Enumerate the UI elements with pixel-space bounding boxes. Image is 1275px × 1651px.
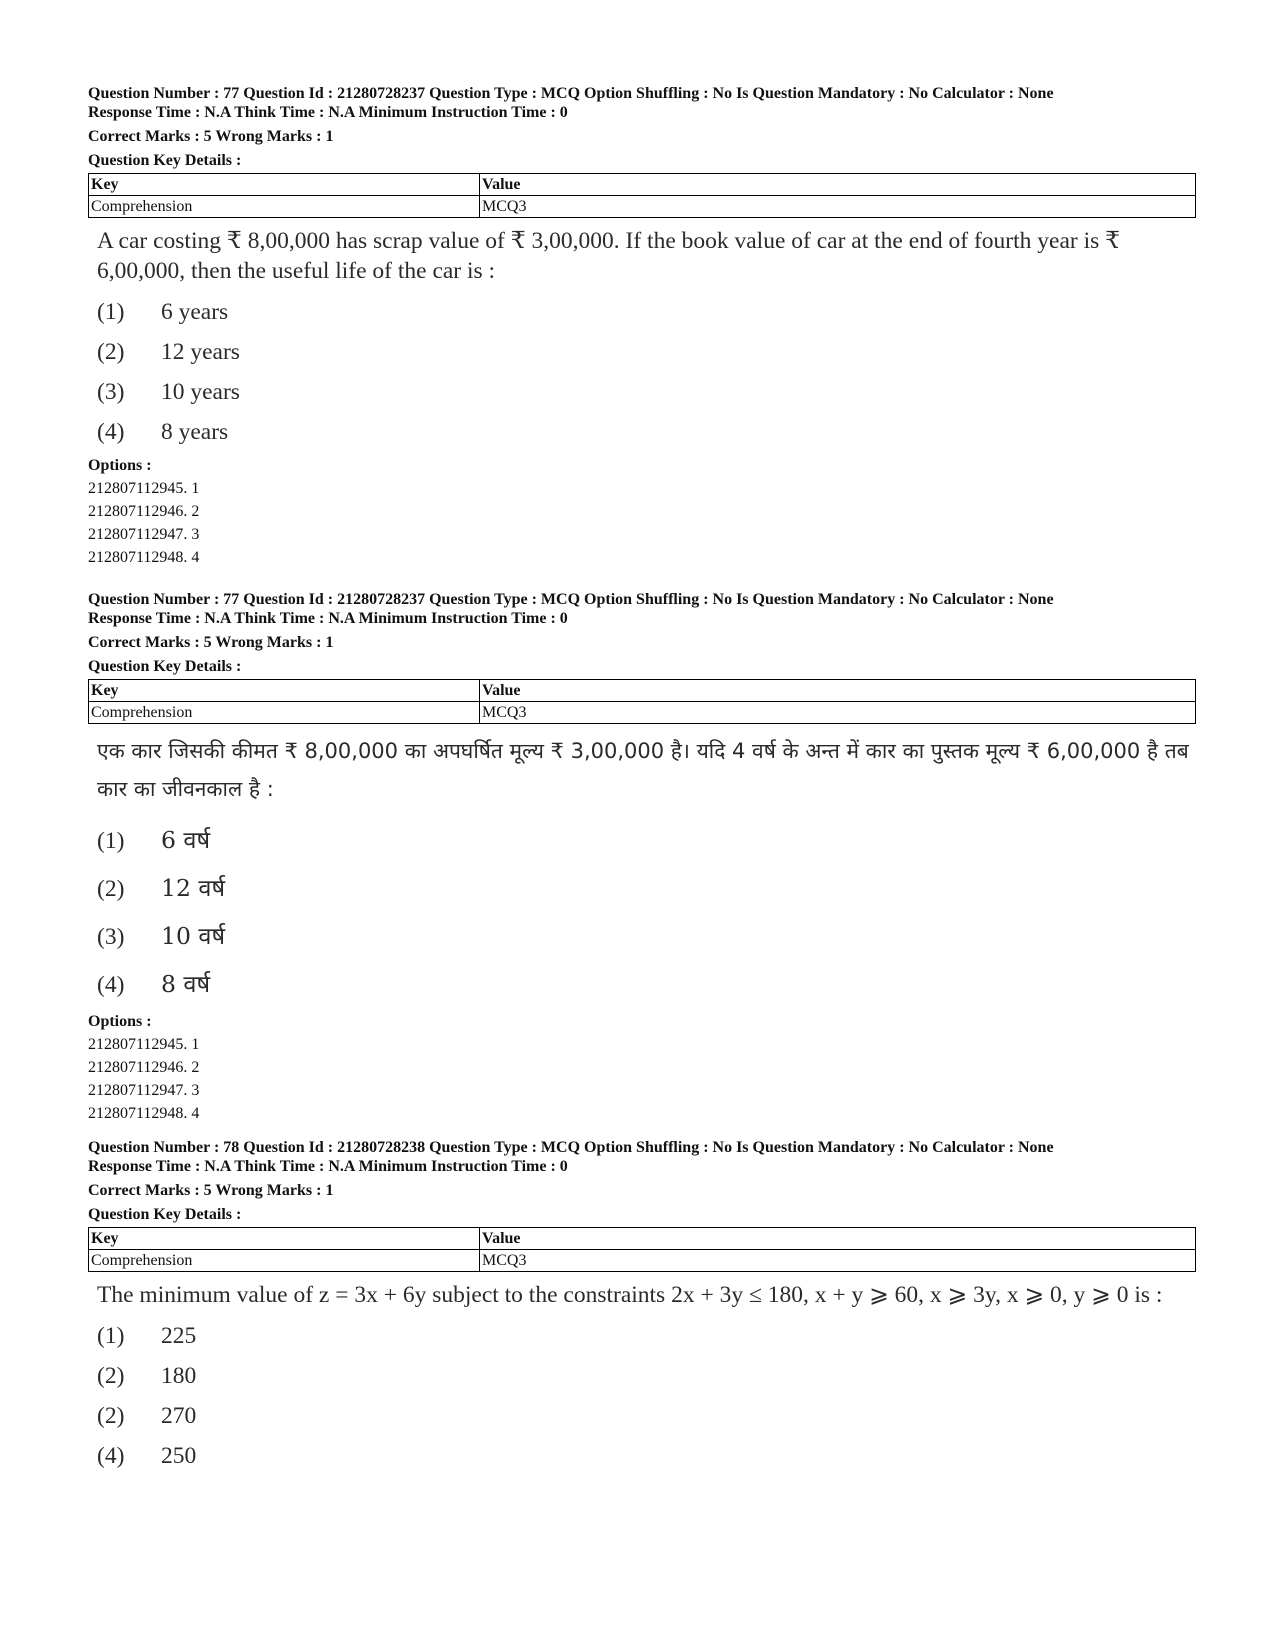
choice-text: 8 वर्ष — [161, 970, 211, 998]
marks-line: Correct Marks : 5 Wrong Marks : 1 — [88, 128, 334, 145]
table-row — [89, 1250, 1196, 1272]
options-label: Options : — [88, 1013, 152, 1030]
table-row — [89, 702, 1196, 724]
choice-item — [97, 332, 1196, 372]
option-id: 212807112948. 4 — [88, 1105, 200, 1122]
option-id: 212807112947. 3 — [88, 526, 200, 543]
choice-number: (4) — [97, 972, 125, 998]
choice-text: 6 years — [161, 299, 229, 325]
table-row — [89, 196, 1196, 218]
table-header-row — [89, 174, 1196, 196]
question-meta — [88, 590, 1196, 676]
options-list — [88, 454, 1196, 569]
table-header-row — [89, 680, 1196, 702]
choice-item — [97, 1436, 1196, 1476]
choice-list — [97, 292, 1196, 452]
options-label: Options : — [88, 457, 152, 474]
question-content — [88, 1280, 1196, 1476]
question-content — [88, 732, 1196, 1008]
option-id: 212807112947. 3 — [88, 1082, 200, 1099]
choice-text: 8 years — [161, 419, 229, 445]
choice-item — [97, 864, 1196, 912]
choice-text: 180 — [161, 1363, 197, 1389]
table-cell-key: Comprehension — [89, 196, 480, 218]
choice-number: (3) — [97, 379, 125, 405]
choice-text: 12 वर्ष — [161, 874, 226, 902]
choice-number: (3) — [97, 924, 125, 950]
question-meta — [88, 1138, 1196, 1224]
choice-number: (4) — [97, 1443, 125, 1469]
choice-item — [97, 292, 1196, 332]
table-header-value: Value — [480, 1228, 1196, 1250]
key-details-table — [88, 173, 1196, 218]
option-id: 212807112946. 2 — [88, 503, 200, 520]
table-header-key: Key — [89, 1228, 480, 1250]
key-details-label: Question Key Details : — [88, 152, 242, 169]
table-cell-value: MCQ3 — [480, 196, 1196, 218]
choice-item — [97, 1396, 1196, 1436]
question-block-77-english — [88, 84, 1196, 569]
choice-item — [97, 412, 1196, 452]
choice-item — [97, 912, 1196, 960]
key-details-table — [88, 1227, 1196, 1272]
table-header-value: Value — [480, 174, 1196, 196]
options-list — [88, 1010, 1196, 1125]
key-details-label: Question Key Details : — [88, 1206, 242, 1223]
key-details-table — [88, 679, 1196, 724]
marks-line: Correct Marks : 5 Wrong Marks : 1 — [88, 1182, 334, 1199]
question-content — [88, 226, 1196, 452]
choice-item — [97, 960, 1196, 1008]
question-stem: एक कार जिसकी कीमत ₹ 8,00,000 का अपघर्षित मूल्य ₹ 3,00,000 है। यदि 4 वर्ष के अन्त में कार का पुस्तक मूल्य ₹ 6,00,000 है तब कार का जीवनकाल है : — [97, 739, 1189, 801]
choice-number: (2) — [97, 339, 125, 365]
choice-number: (2) — [97, 876, 125, 902]
choice-text: 250 — [161, 1443, 197, 1469]
question-meta-line2: Response Time : N.A Think Time : N.A Minimum Instruction Time : 0 — [88, 104, 568, 121]
option-id: 212807112948. 4 — [88, 549, 200, 566]
table-header-key: Key — [89, 680, 480, 702]
choice-number: (2) — [97, 1363, 125, 1389]
marks-line: Correct Marks : 5 Wrong Marks : 1 — [88, 634, 334, 651]
question-block-78-english — [88, 1138, 1196, 1476]
option-id: 212807112946. 2 — [88, 1059, 200, 1076]
choice-number: (1) — [97, 299, 125, 325]
table-header-value: Value — [480, 680, 1196, 702]
choice-text: 10 years — [161, 379, 240, 405]
key-details-label: Question Key Details : — [88, 658, 242, 675]
table-cell-key: Comprehension — [89, 702, 480, 724]
choice-text: 225 — [161, 1323, 197, 1349]
choice-text: 6 वर्ष — [161, 826, 211, 854]
choice-number: (1) — [97, 1323, 125, 1349]
choice-number: (4) — [97, 419, 125, 445]
question-meta-line1: Question Number : 77 Question Id : 21280728237 Question Type : MCQ Option Shuffling : No Is Question Mandatory : No Calculator : None — [88, 85, 1054, 102]
choice-list — [97, 816, 1196, 1008]
table-cell-value: MCQ3 — [480, 1250, 1196, 1272]
question-block-77-hindi — [88, 590, 1196, 1125]
table-cell-value: MCQ3 — [480, 702, 1196, 724]
question-meta-line1: Question Number : 78 Question Id : 21280728238 Question Type : MCQ Option Shuffling : No Is Question Mandatory : No Calculator : None — [88, 1139, 1054, 1156]
choice-number: (1) — [97, 828, 125, 854]
table-header-row — [89, 1228, 1196, 1250]
table-header-key: Key — [89, 174, 480, 196]
option-id: 212807112945. 1 — [88, 480, 200, 497]
question-stem: The minimum value of z = 3x + 6y subject to the constraints 2x + 3y ≤ 180, x + y ⩾ 60, x ⩾ 3y, x ⩾ 0, y ⩾ 0 is : — [97, 1282, 1163, 1308]
question-meta — [88, 84, 1196, 170]
choice-item — [97, 1356, 1196, 1396]
question-meta-line1: Question Number : 77 Question Id : 21280728237 Question Type : MCQ Option Shuffling : No Is Question Mandatory : No Calculator : None — [88, 591, 1054, 608]
choice-list — [97, 1316, 1196, 1476]
choice-text: 12 years — [161, 339, 240, 365]
choice-item — [97, 372, 1196, 412]
option-id: 212807112945. 1 — [88, 1036, 200, 1053]
choice-number: (2) — [97, 1403, 125, 1429]
choice-item — [97, 816, 1196, 864]
choice-text: 10 वर्ष — [161, 922, 226, 950]
choice-item — [97, 1316, 1196, 1356]
question-stem: A car costing ₹ 8,00,000 has scrap value of ₹ 3,00,000. If the book value of car at the end of fourth year is ₹ 6,00,000, then the useful life of the car is : — [97, 228, 1121, 284]
choice-text: 270 — [161, 1403, 197, 1429]
question-meta-line2: Response Time : N.A Think Time : N.A Minimum Instruction Time : 0 — [88, 1158, 568, 1175]
table-cell-key: Comprehension — [89, 1250, 480, 1272]
question-meta-line2: Response Time : N.A Think Time : N.A Minimum Instruction Time : 0 — [88, 610, 568, 627]
